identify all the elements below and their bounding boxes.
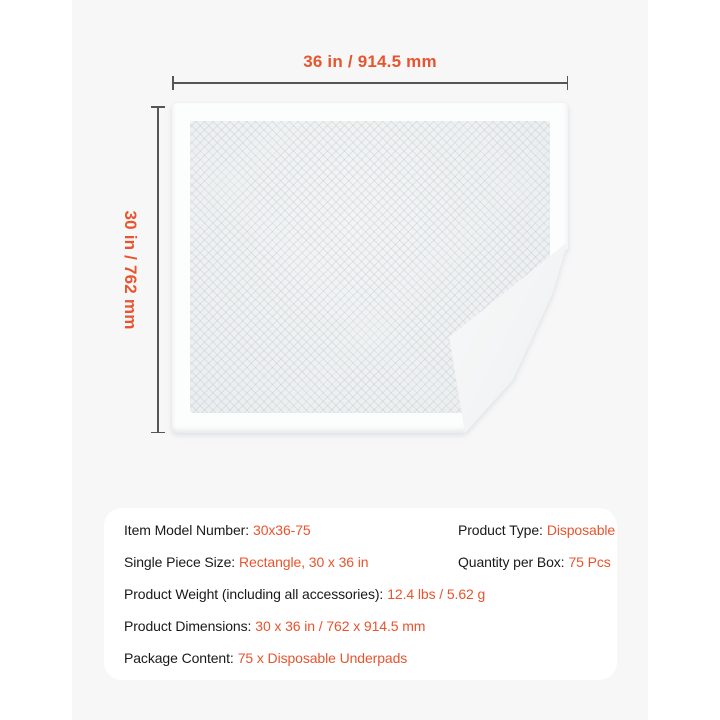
spec-quantity-per-box	[458, 554, 611, 570]
width-dimension-line	[172, 82, 568, 84]
spec-row-weight	[104, 578, 617, 610]
spec-label: Product Dimensions:	[124, 618, 252, 634]
spec-row-package-content	[104, 642, 617, 674]
spec-panel	[104, 508, 617, 680]
height-dimension-line	[157, 106, 159, 433]
height-dimension-label: 30 in / 762 mm	[121, 210, 140, 330]
spec-label: Product Weight (including all accessories):	[124, 586, 384, 602]
spec-package-content	[124, 650, 407, 666]
spec-label: Item Model Number:	[124, 522, 250, 538]
width-dimension-label: 36 in / 914.5 mm	[303, 52, 437, 71]
spec-row-size-and-quantity	[104, 546, 617, 578]
spec-label: Package Content:	[124, 650, 234, 666]
spec-value: 12.4 lbs / 5.62 g	[387, 586, 486, 602]
spec-single-piece-size	[124, 554, 458, 570]
gray-stage-background	[72, 0, 648, 720]
spec-row-model-and-type	[104, 514, 617, 546]
spec-value: 75 Pcs	[568, 554, 611, 570]
spec-value: Disposable	[546, 522, 616, 538]
spec-row-dimensions	[104, 610, 617, 642]
spec-product-type	[458, 522, 615, 538]
spec-item-model-number	[124, 522, 458, 538]
spec-value: Rectangle, 30 x 36 in	[239, 554, 369, 570]
spec-product-dimensions	[124, 618, 425, 634]
spec-value: 75 x Disposable Underpads	[237, 650, 408, 666]
spec-label: Single Piece Size:	[124, 554, 236, 570]
spec-value: 30 x 36 in / 762 x 914.5 mm	[255, 618, 426, 634]
underpad-illustration	[172, 103, 568, 433]
spec-label: Quantity per Box:	[458, 554, 565, 570]
spec-value: 30x36-75	[253, 522, 311, 538]
spec-product-weight	[124, 586, 485, 602]
spec-label: Product Type:	[458, 522, 543, 538]
